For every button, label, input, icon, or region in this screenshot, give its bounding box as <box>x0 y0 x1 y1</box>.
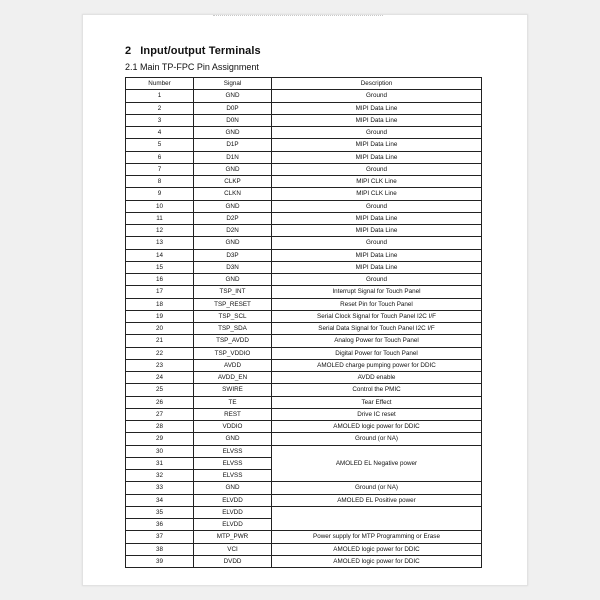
pin-signal: GND <box>194 163 272 175</box>
pin-number: 10 <box>126 200 194 212</box>
pin-description: Ground <box>272 274 482 286</box>
pin-number: 22 <box>126 347 194 359</box>
pin-signal: TSP_SCL <box>194 310 272 322</box>
table-row <box>126 433 482 445</box>
table-row <box>126 139 482 151</box>
pin-number: 24 <box>126 372 194 384</box>
pin-description: Drive IC reset <box>272 408 482 420</box>
pin-description: Interrupt Signal for Touch Panel <box>272 286 482 298</box>
pin-signal: VCI <box>194 543 272 555</box>
pin-number: 34 <box>126 494 194 506</box>
pin-description: Power supply for MTP Programming or Erase <box>272 531 482 543</box>
pin-signal: TSP_RESET <box>194 298 272 310</box>
pin-signal: TSP_INT <box>194 286 272 298</box>
table-row <box>126 237 482 249</box>
table-row <box>126 359 482 371</box>
table-row <box>126 298 482 310</box>
pin-description: AMOLED logic power for DDIC <box>272 555 482 567</box>
pin-number: 25 <box>126 384 194 396</box>
pin-assignment-table <box>125 77 482 568</box>
table-row <box>126 506 482 518</box>
pin-number: 18 <box>126 298 194 310</box>
table-row <box>126 127 482 139</box>
pin-description: Ground (or NA) <box>272 433 482 445</box>
pin-signal: TSP_AVDD <box>194 335 272 347</box>
table-row <box>126 274 482 286</box>
pin-signal: MTP_PWR <box>194 531 272 543</box>
pin-number: 32 <box>126 470 194 482</box>
table-row <box>126 176 482 188</box>
pin-signal: TSP_VDDIO <box>194 347 272 359</box>
pin-description: MIPI Data Line <box>272 139 482 151</box>
pin-signal: SWIRE <box>194 384 272 396</box>
pin-number: 21 <box>126 335 194 347</box>
pin-number: 4 <box>126 127 194 139</box>
pin-signal: ELVDD <box>194 494 272 506</box>
section-number: 2 <box>125 45 132 57</box>
pin-number: 9 <box>126 188 194 200</box>
pin-signal: VDDIO <box>194 421 272 433</box>
table-row <box>126 163 482 175</box>
pin-number: 19 <box>126 310 194 322</box>
pin-number: 11 <box>126 212 194 224</box>
pin-description: MIPI Data Line <box>272 151 482 163</box>
pin-number: 5 <box>126 139 194 151</box>
pin-number: 39 <box>126 555 194 567</box>
table-row <box>126 310 482 322</box>
table-row <box>126 212 482 224</box>
pin-signal: ELVDD <box>194 506 272 518</box>
pin-number: 7 <box>126 163 194 175</box>
pin-number: 13 <box>126 237 194 249</box>
pin-number: 8 <box>126 176 194 188</box>
pin-number: 36 <box>126 519 194 531</box>
pin-number: 6 <box>126 151 194 163</box>
pin-description <box>272 506 482 531</box>
table-row <box>126 249 482 261</box>
pin-number: 16 <box>126 274 194 286</box>
pin-signal: GND <box>194 90 272 102</box>
pin-description: AMOLED EL Positive power <box>272 494 482 506</box>
table-row <box>126 543 482 555</box>
pin-signal: REST <box>194 408 272 420</box>
pin-number: 26 <box>126 396 194 408</box>
pin-signal: GND <box>194 127 272 139</box>
table-row <box>126 188 482 200</box>
header-signal: Signal <box>194 78 272 90</box>
table-row <box>126 286 482 298</box>
pin-description: AMOLED charge pumping power for DDIC <box>272 359 482 371</box>
table-row <box>126 421 482 433</box>
pin-description: Tear Effect <box>272 396 482 408</box>
pin-description: Ground <box>272 127 482 139</box>
pin-signal: GND <box>194 482 272 494</box>
pin-description: MIPI Data Line <box>272 212 482 224</box>
pin-description: Ground <box>272 200 482 212</box>
document-page <box>82 14 528 586</box>
pin-signal: AVDD <box>194 359 272 371</box>
pin-number: 38 <box>126 543 194 555</box>
table-row <box>126 225 482 237</box>
pin-description: MIPI Data Line <box>272 225 482 237</box>
pin-number: 33 <box>126 482 194 494</box>
pin-signal: D3P <box>194 249 272 261</box>
pin-description: Ground <box>272 90 482 102</box>
pin-description: Ground <box>272 237 482 249</box>
pin-number: 29 <box>126 433 194 445</box>
pin-number: 2 <box>126 102 194 114</box>
pin-number: 35 <box>126 506 194 518</box>
pin-signal: TE <box>194 396 272 408</box>
pin-signal: GND <box>194 433 272 445</box>
pin-description: MIPI CLK Line <box>272 176 482 188</box>
pin-number: 17 <box>126 286 194 298</box>
table-row <box>126 114 482 126</box>
pin-number: 37 <box>126 531 194 543</box>
pin-number: 1 <box>126 90 194 102</box>
pin-signal: AVDD_EN <box>194 372 272 384</box>
pin-description: MIPI CLK Line <box>272 188 482 200</box>
table-row <box>126 531 482 543</box>
pin-description: Ground <box>272 163 482 175</box>
pin-signal: D0N <box>194 114 272 126</box>
pin-signal: GND <box>194 274 272 286</box>
subsection-heading: 2.1 Main TP-FPC Pin Assignment <box>125 62 259 72</box>
pin-description: AMOLED logic power for DDIC <box>272 421 482 433</box>
pin-signal: D1N <box>194 151 272 163</box>
pin-number: 30 <box>126 445 194 457</box>
pin-number: 28 <box>126 421 194 433</box>
pin-description: Serial Clock Signal for Touch Panel I2C I/F <box>272 310 482 322</box>
pin-description: Ground (or NA) <box>272 482 482 494</box>
pin-description: Reset Pin for Touch Panel <box>272 298 482 310</box>
pin-signal: CLKP <box>194 176 272 188</box>
pin-signal: D3N <box>194 261 272 273</box>
pin-description: Control the PMIC <box>272 384 482 396</box>
pin-description: AVDD enable <box>272 372 482 384</box>
pin-signal: D0P <box>194 102 272 114</box>
pin-number: 3 <box>126 114 194 126</box>
table-body <box>126 90 482 568</box>
pin-description: MIPI Data Line <box>272 261 482 273</box>
section-title: Input/output Terminals <box>140 45 261 57</box>
table-row <box>126 335 482 347</box>
header-description: Description <box>272 78 482 90</box>
pin-signal: D2P <box>194 212 272 224</box>
pin-number: 20 <box>126 323 194 335</box>
pin-signal: D2N <box>194 225 272 237</box>
page-top-divider <box>213 15 383 18</box>
section-heading <box>125 45 261 57</box>
pin-signal: ELVSS <box>194 457 272 469</box>
header-number: Number <box>126 78 194 90</box>
pin-signal: ELVDD <box>194 519 272 531</box>
table-row <box>126 482 482 494</box>
pin-description: Analog Power for Touch Panel <box>272 335 482 347</box>
pin-number: 14 <box>126 249 194 261</box>
pin-signal: GND <box>194 200 272 212</box>
table-row <box>126 384 482 396</box>
table-row <box>126 261 482 273</box>
table-row <box>126 323 482 335</box>
pin-number: 15 <box>126 261 194 273</box>
table-row <box>126 90 482 102</box>
pin-signal: D1P <box>194 139 272 151</box>
table-row <box>126 408 482 420</box>
pin-number: 31 <box>126 457 194 469</box>
table-row <box>126 151 482 163</box>
table-row <box>126 555 482 567</box>
pin-number: 23 <box>126 359 194 371</box>
pin-number: 27 <box>126 408 194 420</box>
table-row <box>126 372 482 384</box>
table-row <box>126 200 482 212</box>
pin-description: AMOLED EL Negative power <box>272 445 482 482</box>
pin-signal: DVDD <box>194 555 272 567</box>
pin-description: AMOLED logic power for DDIC <box>272 543 482 555</box>
pin-description: Serial Data Signal for Touch Panel I2C I/F <box>272 323 482 335</box>
pin-signal: ELVSS <box>194 470 272 482</box>
pin-description: MIPI Data Line <box>272 114 482 126</box>
pin-description: MIPI Data Line <box>272 102 482 114</box>
table-row <box>126 396 482 408</box>
table-row <box>126 445 482 457</box>
table-header-row <box>126 78 482 90</box>
pin-signal: CLKN <box>194 188 272 200</box>
pin-signal: ELVSS <box>194 445 272 457</box>
table-row <box>126 347 482 359</box>
pin-signal: GND <box>194 237 272 249</box>
pin-description: Digital Power for Touch Panel <box>272 347 482 359</box>
pin-signal: TSP_SDA <box>194 323 272 335</box>
pin-description: MIPI Data Line <box>272 249 482 261</box>
table-row <box>126 102 482 114</box>
pin-number: 12 <box>126 225 194 237</box>
table-row <box>126 494 482 506</box>
